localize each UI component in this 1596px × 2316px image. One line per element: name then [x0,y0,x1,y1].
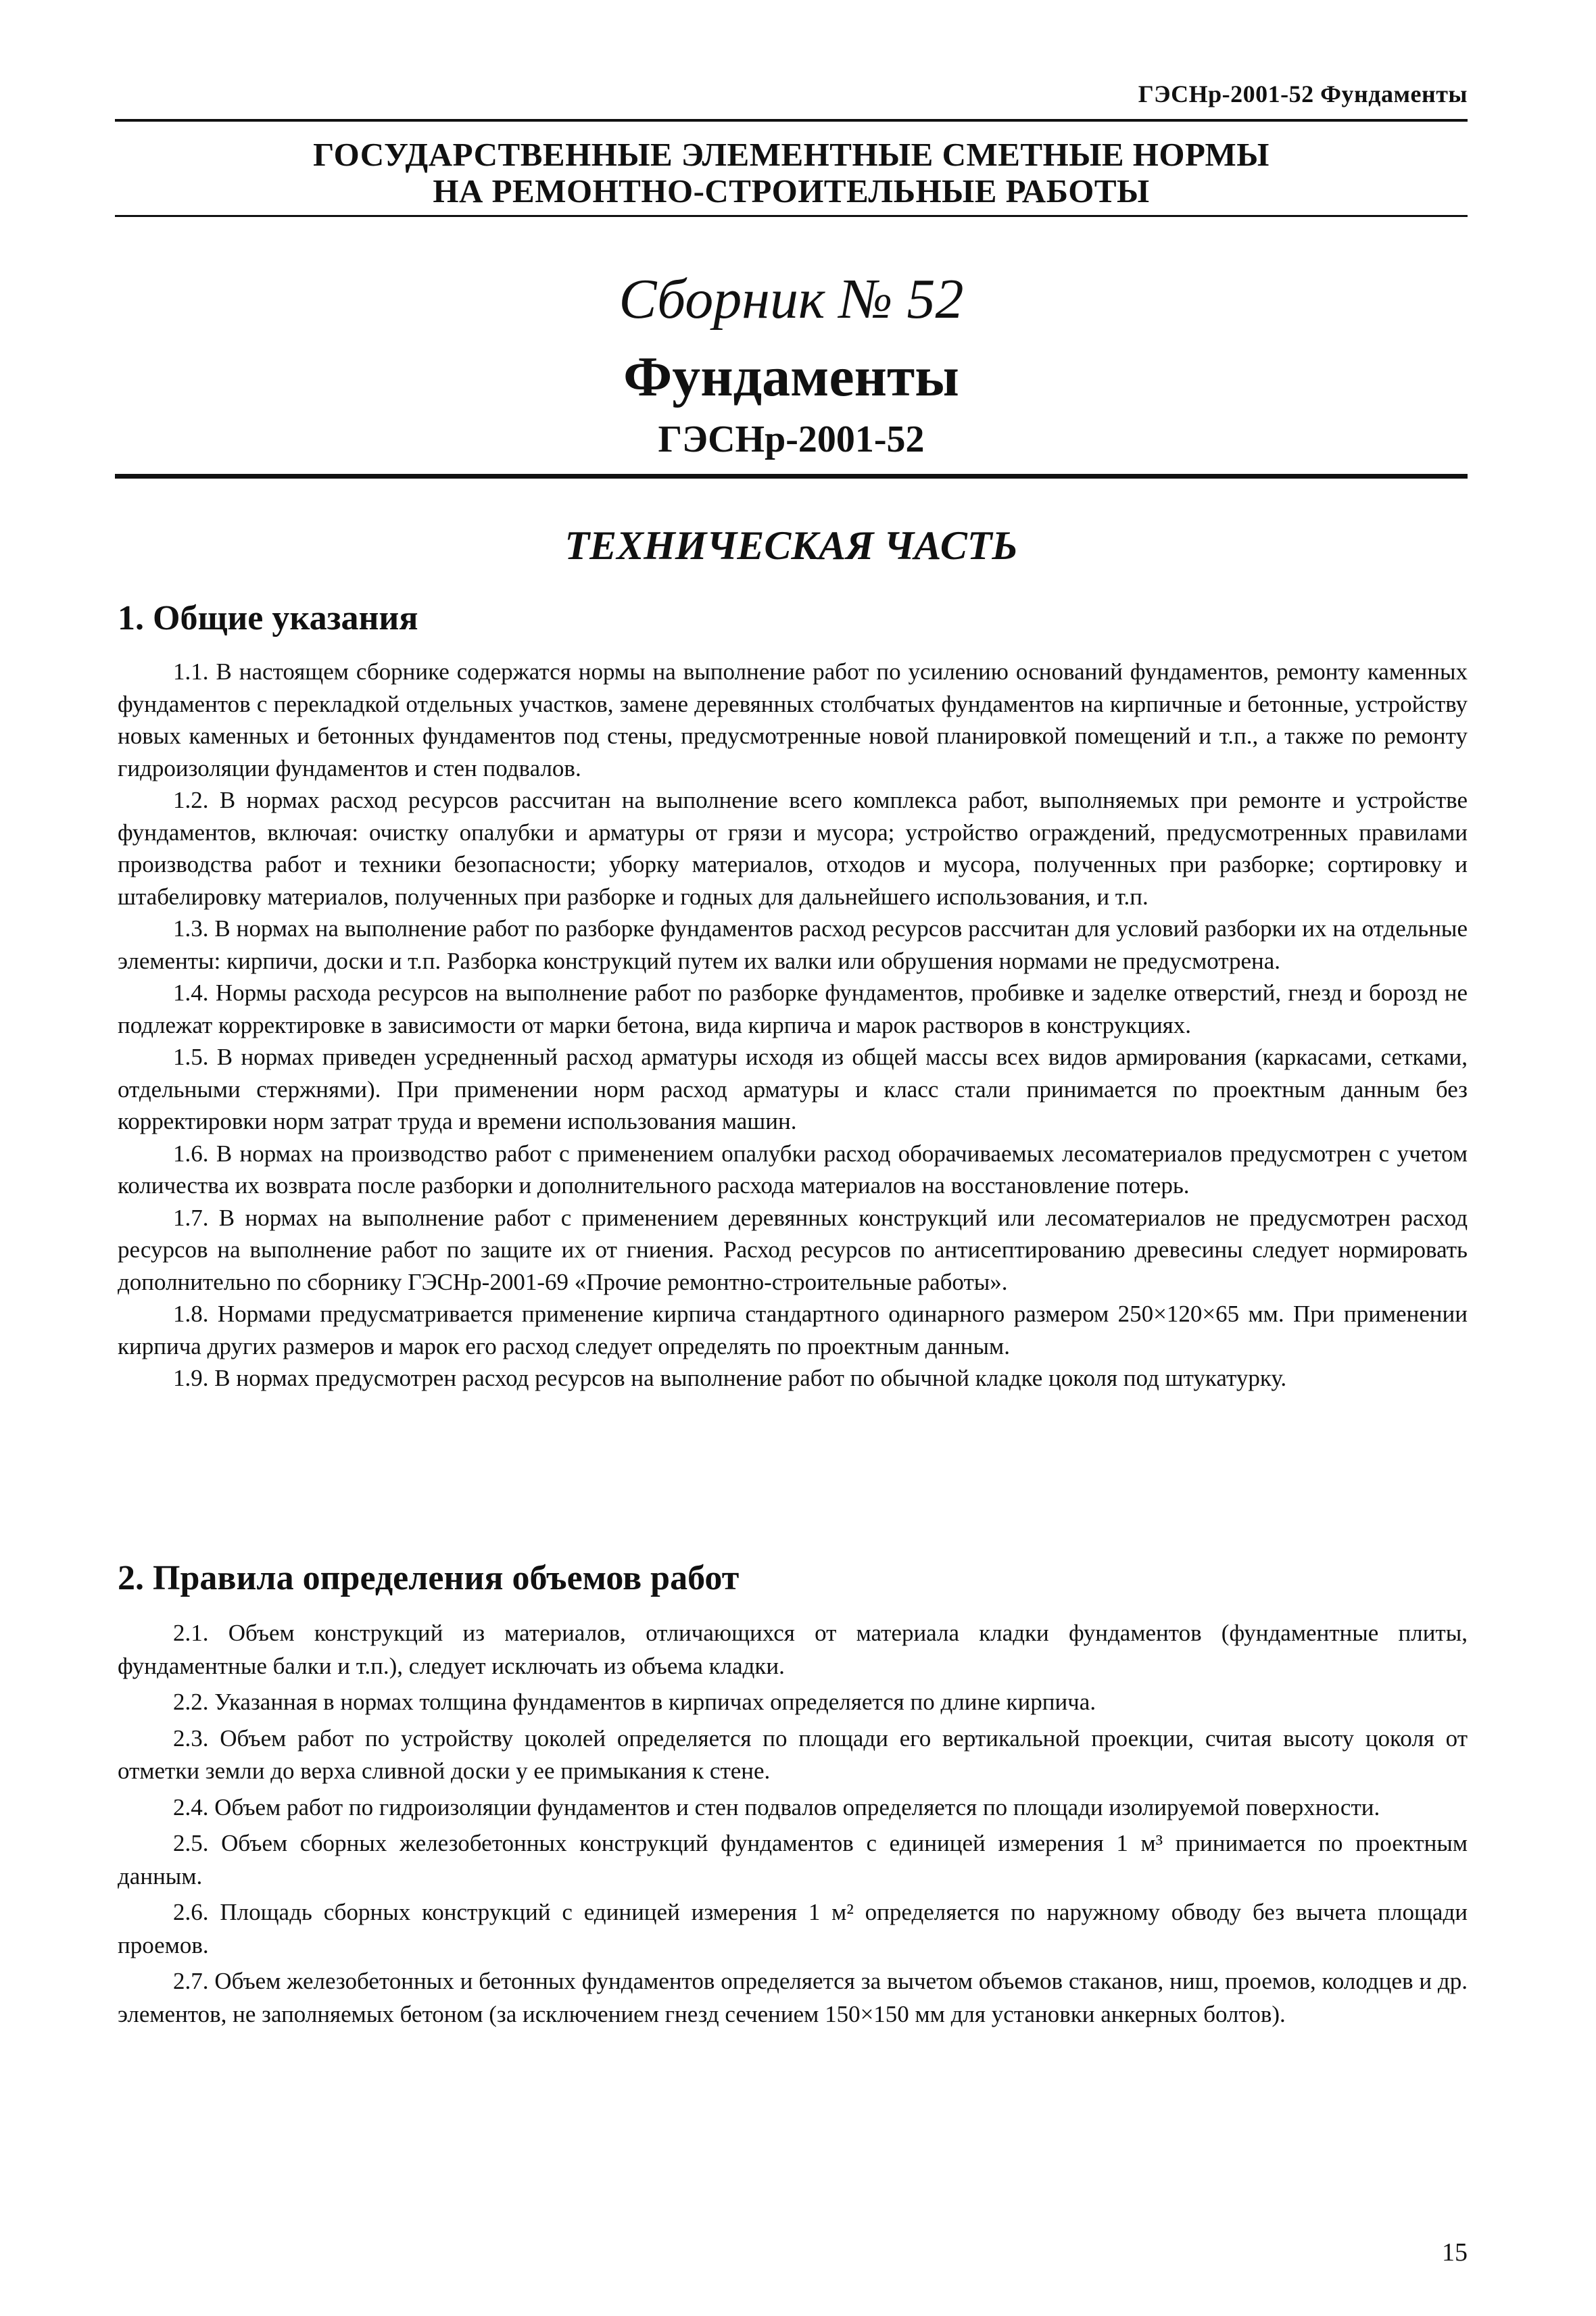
gov-title-line-2: НА РЕМОНТНО-СТРОИТЕЛЬНЫЕ РАБОТЫ [433,172,1150,210]
collection-title: Сборник № 52 [619,268,964,331]
gov-title-line-1: ГОСУДАРСТВЕННЫЕ ЭЛЕМЕНТНЫЕ СМЕТНЫЕ НОРМЫ [313,136,1269,173]
paragraph-1-2: 1.2. В нормах расход ресурсов рассчитан на выполнение всего комплекса работ, выполняемых при ремонте и устройстве фундаментов, включая: очистку опалубки и арматуры от грязи и мусора; устройство ограждений, предусмотренных правилами производства работ и техники безопасности; уборку материалов, отходов и мусора, полученных при разборке; сортировку и штабелировку материалов, полученных при разборке и годных для дальнейшего использования, и т.п. [118,787,1468,910]
paragraph-2-1: 2.1. Объем конструкций из материалов, отличающихся от материала кладки фундаментов (фундаментные плиты, фундаментные балки и т.п.), следует исключать из объема кладки. [118,1620,1468,1679]
running-header: ГЭСНр-2001-52 Фундаменты [1138,80,1468,107]
page-number: 15 [1442,2238,1468,2267]
paragraph-1-1: 1.1. В настоящем сборнике содержатся нормы на выполнение работ по усилению оснований фундаментов, ремонту каменных фундаментов с перекладкой отдельных участков, замене деревянных столбчатых фундаментов на кирпичные и бетонные, устройству новых каменных и бетонных фундаментов под стены, предусмотренные новой планировкой помещений и т.п., а также по ремонту гидроизоляции фундаментов и стен подвалов. [118,658,1468,781]
paragraph-2-2: 2.2. Указанная в нормах толщина фундаментов в кирпичах определяется по длине кирпича. [173,1689,1096,1715]
paragraph-1-5: 1.5. В нормах приведен усредненный расход арматуры исходя из общей массы всех видов армирования (каркасами, сетками, отдельными стержнями). При применении норм расход арматуры и класс стали принимается по проектным данным без корректировки норм затрат труда и времени использования машин. [118,1044,1468,1134]
title-rule [115,215,1468,217]
paragraph-1-9: 1.9. В нормах предусмотрен расход ресурсов на выполнение работ по обычной кладке цоколя под штукатурку. [173,1365,1287,1391]
section-2-heading: 2. Правила определения объемов работ [118,1559,740,1597]
paragraph-2-4: 2.4. Объем работ по гидроизоляции фундаментов и стен подвалов определяется по площади изолируемой поверхности. [173,1793,1380,1820]
paragraph-2-6: 2.6. Площадь сборных конструкций с единицей измерения 1 м² определяется по наружному обводу без вычета площади проемов. [118,1899,1468,1958]
subject-title: Фундаменты [623,345,959,408]
paragraph-1-7: 1.7. В нормах на выполнение работ с применением деревянных конструкций или лесоматериалов не предусмотрен расход ресурсов на выполнение работ по защите их от гниения. Расход ресурсов по антисептированию древесины следует нормировать дополнительно по сборнику ГЭСНр-2001-69 «Прочие ремонтно-строительные работы». [118,1204,1468,1295]
paragraph-1-4: 1.4. Нормы расхода ресурсов на выполнение работ по разборке фундаментов, пробивке и заделке отверстий, гнезд и борозд не подлежат корректировке в зависимости от марки бетона, вида кирпича и марок растворов в конструкциях. [118,980,1468,1038]
paragraph-2-5: 2.5. Объем сборных железобетонных конструкций фундаментов с единицей измерения 1 м³ принимается по проектным данным. [118,1830,1468,1889]
paragraph-1-8: 1.8. Нормами предусматривается применение кирпича стандартного одинарного размером 250×120×65 мм. При применении кирпича других размеров и марок его расход следует определять по проектным данным. [118,1301,1468,1359]
section-1-body [118,656,1468,1395]
gov-title [115,137,1468,210]
paragraph-2-7: 2.7. Объем железобетонных и бетонных фундаментов определяется за вычетом объемов стаканов, ниш, проемов, колодцев и др. элементов, не заполняемых бетоном (за исключением гнезд сечением 150×150 мм для установки анкерных болтов). [118,1968,1468,2027]
paragraph-2-3: 2.3. Объем работ по устройству цоколей определяется по площади его вертикальной проекции, считая высоту цоколя от отметки земли до верха сливной доски у ее примыкания к стене. [118,1724,1468,1784]
document-code: ГЭСНр-2001-52 [658,418,925,460]
part-title: ТЕХНИЧЕСКАЯ ЧАСТЬ [564,523,1018,568]
section-1-heading: 1. Общие указания [118,599,418,637]
paragraph-1-3: 1.3. В нормах на выполнение работ по разборке фундаментов расход ресурсов рассчитан для условий разборки их на отдельные элементы: кирпичи, доски и т.п. Разборка конструкций путем их валки или обрушения нормами не предусмотрена. [118,915,1468,974]
code-rule [115,474,1468,479]
paragraph-1-6: 1.6. В нормах на производство работ с применением опалубки расход оборачиваемых лесоматериалов предусмотрен с учетом количества их возврата после разборки и дополнительного расхода материалов на восстановление потерь. [118,1140,1468,1199]
section-2-body [118,1617,1468,2034]
header-rule [115,119,1468,122]
